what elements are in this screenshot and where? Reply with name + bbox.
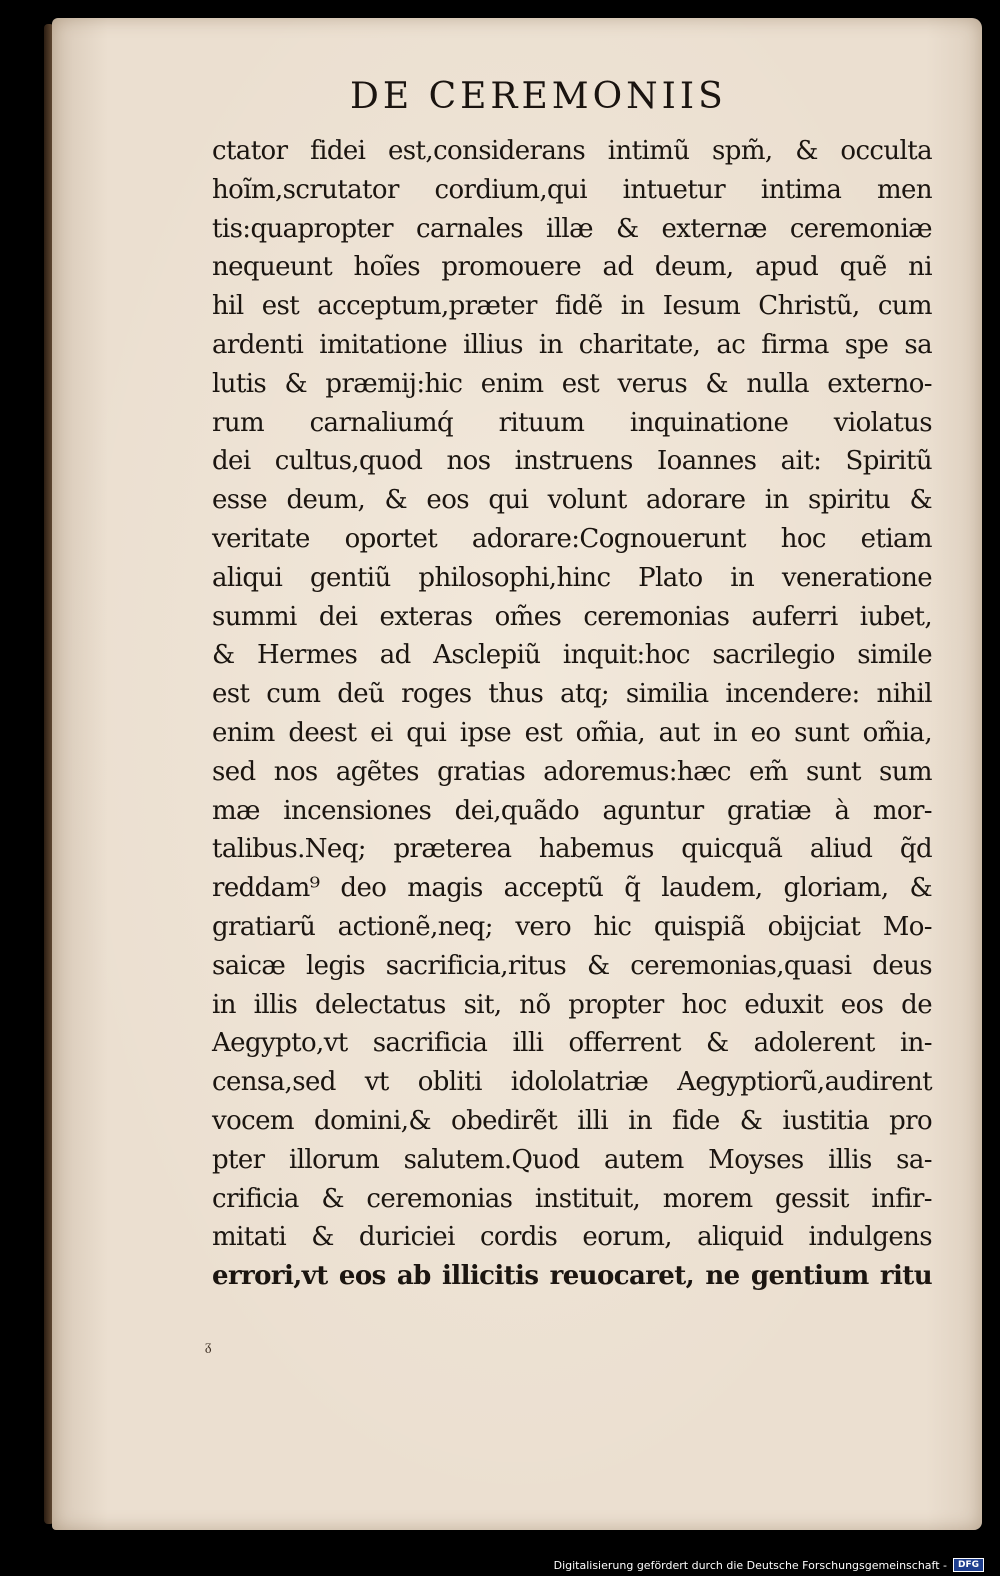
- text-line-9: dei cultus,quod nos instruens Ioannes ait: Spiritũ: [212, 446, 932, 477]
- text-line-2: hoĩm,scrutator cordium,qui intuetur intima men: [212, 174, 932, 205]
- text-line-27: pter illorum salutem.Quod autem Moyses illis sa-: [212, 1144, 932, 1175]
- text-line-23: in illis delectatus sit, nõ propter hoc eduxit eos de: [212, 989, 932, 1020]
- text-line-30: errori,vt eos ab illicitis reuocaret, ne gentium ritu: [212, 1261, 932, 1292]
- text-line-17: sed nos agẽtes gratias adoremus:hæc em̃ sunt sum: [212, 756, 932, 787]
- text-line-14: & Hermes ad Asclepiũ inquit:hoc sacrilegio simile: [212, 640, 932, 671]
- digitization-credit-text: Digitalisierung gefördert durch die Deutsche Forschungsgemeinschaft -: [553, 1558, 947, 1572]
- text-line-21: gratiarũ actionẽ,neq; vero hic quispiã obijciat Mo-: [212, 911, 932, 942]
- text-line-22: saicæ legis sacrificia,ritus & ceremonias,quasi deus: [212, 950, 932, 981]
- text-line-13: summi dei exteras om̃es ceremonias auferri iubet,: [212, 601, 932, 632]
- text-line-24: Aegypto,vt sacrificia illi offerrent & adolerent in-: [212, 1028, 932, 1059]
- text-line-18: mæ incensiones dei,quãdo aguntur gratiæ à mor-: [212, 795, 932, 826]
- running-head: DE CEREMONIIS: [350, 76, 727, 117]
- text-line-26: vocem domini,& obedirẽt illi in fide & iustitia pro: [212, 1105, 932, 1136]
- text-line-10: esse deum, & eos qui volunt adorare in spiritu &: [212, 485, 932, 516]
- text-line-8: rum carnaliumq́ rituum inquinatione violatus: [212, 407, 932, 438]
- margin-mark: ᵹ: [205, 1338, 212, 1354]
- text-line-19: talibus.Neq; præterea habemus quicquã aliud q̃d: [212, 834, 932, 865]
- text-line-4: nequeunt hoĩes promouere ad deum, apud quẽ ni: [212, 252, 932, 283]
- text-line-6: ardenti imitatione illius in charitate, ac firma spe sa: [212, 329, 932, 360]
- digitization-credit-bar: [554, 1558, 984, 1572]
- text-line-15: est cum deũ roges thus atq; similia incendere: nihil: [212, 679, 932, 710]
- text-line-1: ctator fidei est,considerans intimũ spm̃, & occulta: [212, 136, 932, 166]
- text-line-11: veritate oportet adorare:Cognouerunt hoc etiam: [212, 523, 932, 554]
- text-line-3: tis:quapropter carnales illæ & externæ ceremoniæ: [212, 213, 932, 244]
- text-line-28: crificia & ceremonias instituit, morem gessit infir-: [212, 1183, 932, 1214]
- dfg-logo-icon: DFG: [953, 1558, 984, 1572]
- text-line-25: censa,sed vt obliti idololatriæ Aegyptiorũ,audirent: [212, 1067, 932, 1098]
- text-line-16: enim deest ei qui ipse est om̃ia, aut in eo sunt om̃ia,: [212, 717, 932, 748]
- text-line-20: reddam⁹ deo magis acceptũ q̃ laudem, gloriam, &: [212, 873, 932, 904]
- text-line-5: hil est acceptum,præter fidẽ in Iesum Christũ, cum: [212, 291, 932, 322]
- text-line-7: lutis & præmij:hic enim est verus & nulla externo-: [212, 368, 932, 399]
- text-line-29: mitati & duriciei cordis eorum, aliquid indulgens: [212, 1222, 932, 1253]
- text-line-12: aliqui gentiũ philosophi,hinc Plato in veneratione: [212, 562, 932, 593]
- text-block: [212, 132, 932, 1296]
